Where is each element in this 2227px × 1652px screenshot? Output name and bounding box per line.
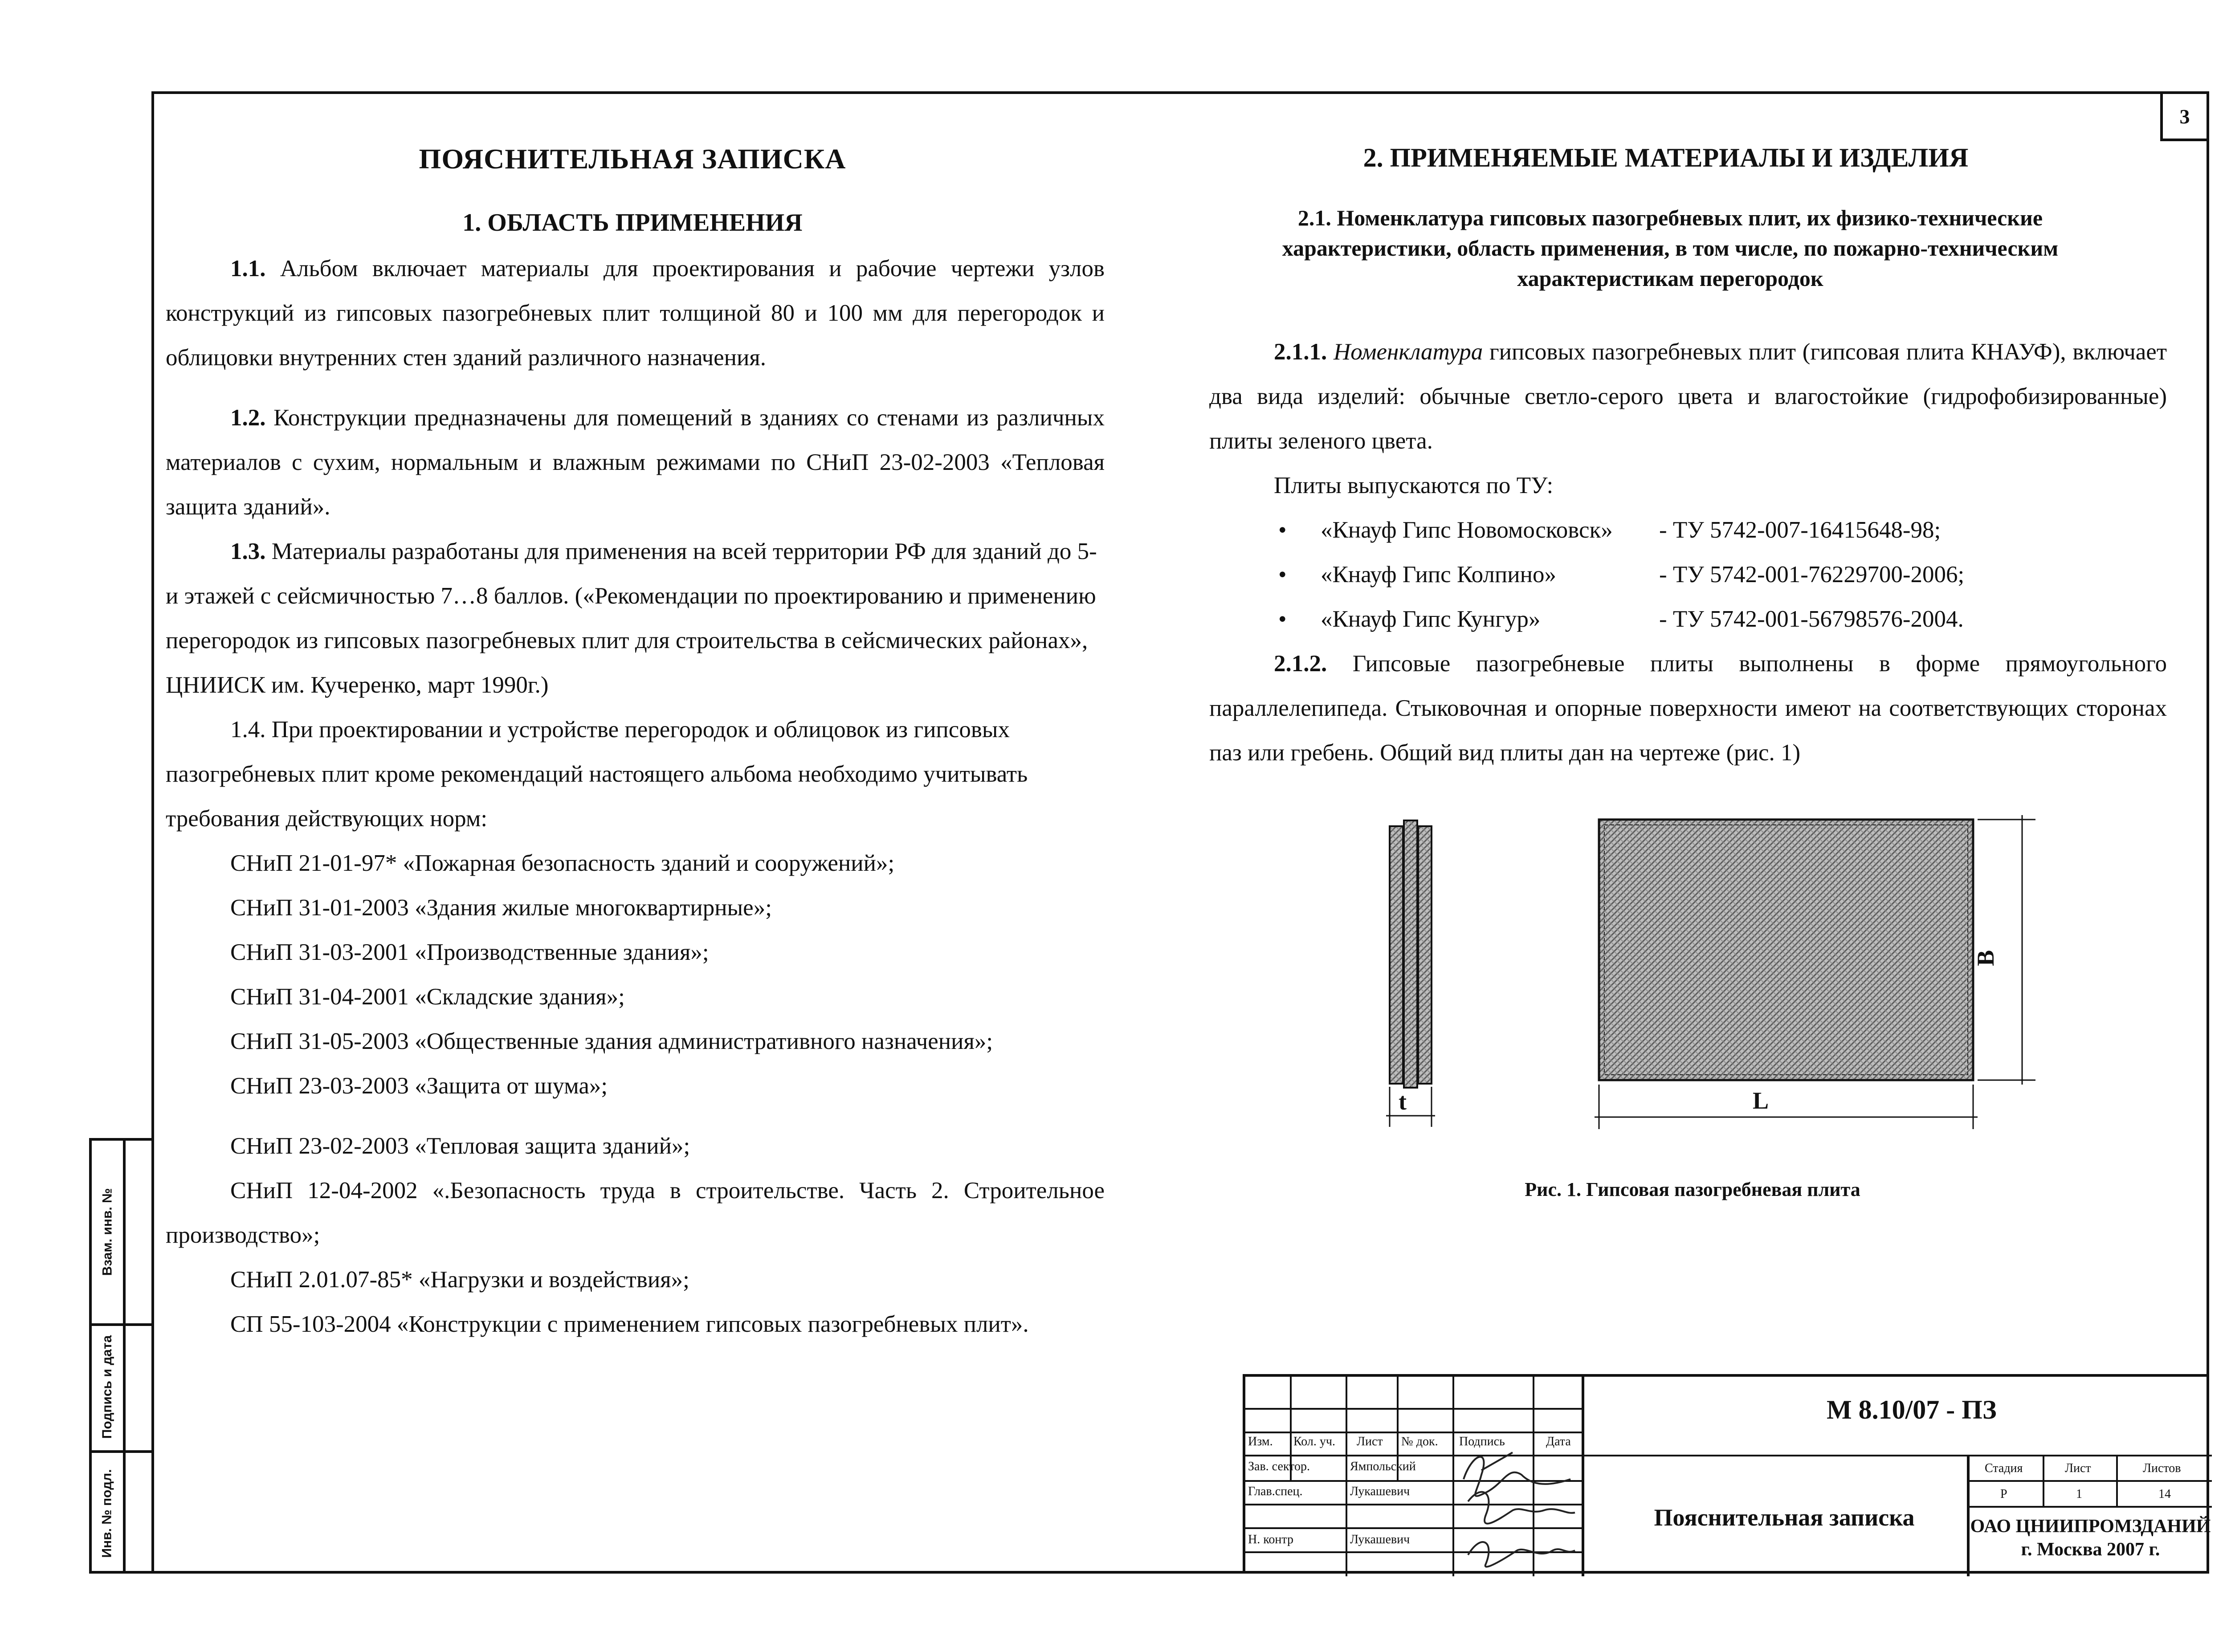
tu-list-item: • «Кнауф Гипс Колпино» - ТУ 5742-001-76229700-2006; (1278, 562, 1965, 587)
tu-list-item: • «Кнауф Гипс Кунгур» - ТУ 5742-001-56798576-2004. (1278, 606, 1964, 632)
side-stamp (89, 1138, 154, 1574)
hdr-date: Дата (1546, 1435, 1571, 1448)
hdr-kol-uch: Кол. уч. (1293, 1435, 1335, 1448)
norm-item: СНиП 12-04-2002 «.Безопасность труда в строительстве. Часть 2. Строительное производство»; (166, 1178, 1105, 1248)
norm-item: СНиП 31-04-2001 «Складские здания»; (230, 984, 625, 1010)
name-cell: Лукашевич (1350, 1533, 1410, 1546)
paragraph-2-1-1: 2.1.1. Номенклатура гипсовых пазогребневых плит (гипсовая плита КНАУФ), включает два вида изделий: обычные светло-серого цвета и влагостойкие (гидрофобизированные) плиты зеленого цвета. (1209, 339, 2167, 454)
tu-list-item: • «Кнауф Гипс Новомосковск» - ТУ 5742-007-16415648-98; (1278, 517, 1941, 543)
stamp-signature-date: Подпись и дата (100, 1335, 115, 1439)
plate-drawing (1358, 802, 2049, 1140)
dimension-l-label: L (1753, 1087, 1769, 1114)
plate-side-view (1386, 820, 1435, 1127)
title-block (1243, 1374, 2209, 1574)
figure-caption: Рис. 1. Гипсовая пазогребневая плита (1525, 1179, 1860, 1200)
paragraph-1-1: 1.1. Альбом включает материалы для проектирования и рабочие чертежи узлов конструкций из гипсовых пазогребневых плит толщиной 80 и 100 мм для перегородок и облицовки внутренних стен зданий различного назначения. (166, 256, 1105, 371)
role-cell: Зав. сектор. (1248, 1460, 1310, 1473)
paragraph-1-4: 1.4. При проектировании и устройстве перегородок и облицовок из гипсовых пазогребневых плит кроме рекомендаций настоящего альбома необходимо учитывать требования действующих норм: (166, 717, 1028, 832)
norm-item: СНиП 31-01-2003 «Здания жилые многоквартирные»; (230, 895, 772, 921)
dimension-t-label: t (1399, 1088, 1407, 1115)
sheets-value: 14 (2158, 1487, 2171, 1501)
stamp-replacement-inv: Взам. инв. № (100, 1188, 115, 1276)
hdr-izm: Изм. (1248, 1435, 1273, 1448)
sheets-header: Листов (2143, 1461, 2181, 1475)
name-cell: Ямпольский (1350, 1460, 1416, 1473)
hdr-signature: Подпись (1459, 1435, 1505, 1448)
role-cell: Глав.спец. (1248, 1485, 1303, 1498)
norm-item: СП 55-103-2004 «Конструкции с применением гипсовых пазогребневых плит». (230, 1311, 1029, 1337)
dimension-b-label: B (1972, 950, 1999, 967)
paragraph-1-2: 1.2. Конструкции предназначены для помещений в зданиях со стенами из различных материалов с сухим, нормальным и влажным режимами по СНиП 23-02-2003 «Тепловая защита зданий». (166, 405, 1105, 520)
section1-title: 1. ОБЛАСТЬ ПРИМЕНЕНИЯ (462, 209, 803, 237)
handwritten-signatures (1455, 1426, 1579, 1573)
tu-intro: Плиты выпускаются по ТУ: (1274, 473, 1554, 498)
main-title: ПОЯСНИТЕЛЬНАЯ ЗАПИСКА (419, 143, 846, 175)
norm-item: СНиП 31-03-2001 «Производственные здания»; (230, 939, 709, 965)
section2-title: 2. ПРИМЕНЯЕМЫЕ МАТЕРИАЛЫ И ИЗДЕЛИЯ (1363, 143, 1969, 172)
norm-item: СНиП 31-05-2003 «Общественные здания административного назначения»; (230, 1028, 993, 1054)
sheet-header: Лист (2065, 1461, 2091, 1475)
paragraph-1-3: 1.3. Материалы разработаны для применения на всей территории РФ для зданий до 5-и этажей с сейсмичностью 7…8 баллов. («Рекомендации по проектированию и применению перегородок из гипсовых пазогребневых плит для строительства в сейсмических районах», ЦНИИСК им. Кучеренко, март 1990г.) (166, 538, 1097, 698)
hdr-doc-no: № док. (1401, 1435, 1438, 1448)
section2-body (1209, 330, 2167, 775)
hdr-list: Лист (1357, 1435, 1383, 1448)
document-code: М 8.10/07 - ПЗ (1827, 1395, 1997, 1424)
name-cell: Лукашевич (1350, 1485, 1410, 1498)
tu-list (1209, 508, 2167, 641)
section1-body (166, 246, 1105, 1346)
subsection-2-1-title: 2.1. Номенклатура гипсовых пазогребневых плит, их физико-технические характеристики, область применения, в том числе, по пожарно-техническим характеристикам перегородок (1282, 205, 2059, 291)
norm-item: СНиП 21-01-97* «Пожарная безопасность зданий и сооружений»; (230, 850, 895, 876)
role-cell: Н. контр (1248, 1533, 1293, 1546)
stage-value: Р (2000, 1487, 2007, 1501)
plate-front-view (1595, 815, 2035, 1129)
paragraph-2-1-2: 2.1.2. Гипсовые пазогребневые плиты выполнены в форме прямоугольного параллелепипеда. Стыковочная и опорные поверхности имеют на соответствующих сторонах паз или гребень. Общий вид плиты дан на чертеже (рис. 1) (1209, 651, 2167, 766)
page-number: 3 (2160, 91, 2209, 141)
norm-item: СНиП 23-03-2003 «Защита от шума»; (230, 1073, 608, 1099)
norm-item: СНиП 2.01.07-85* «Нагрузки и воздействия»; (230, 1267, 689, 1293)
document-name: Пояснительная записка (1654, 1504, 1915, 1531)
organization: ОАО ЦНИИПРОМЗДАНИЙ г. Москва 2007 г. (1970, 1516, 2211, 1560)
sheet-value: 1 (2076, 1487, 2082, 1501)
stage-header: Стадия (1985, 1461, 2023, 1475)
norm-item: СНиП 23-02-2003 «Тепловая защита зданий»; (230, 1133, 690, 1159)
stamp-original-inv: Инв. № подл. (100, 1468, 114, 1558)
